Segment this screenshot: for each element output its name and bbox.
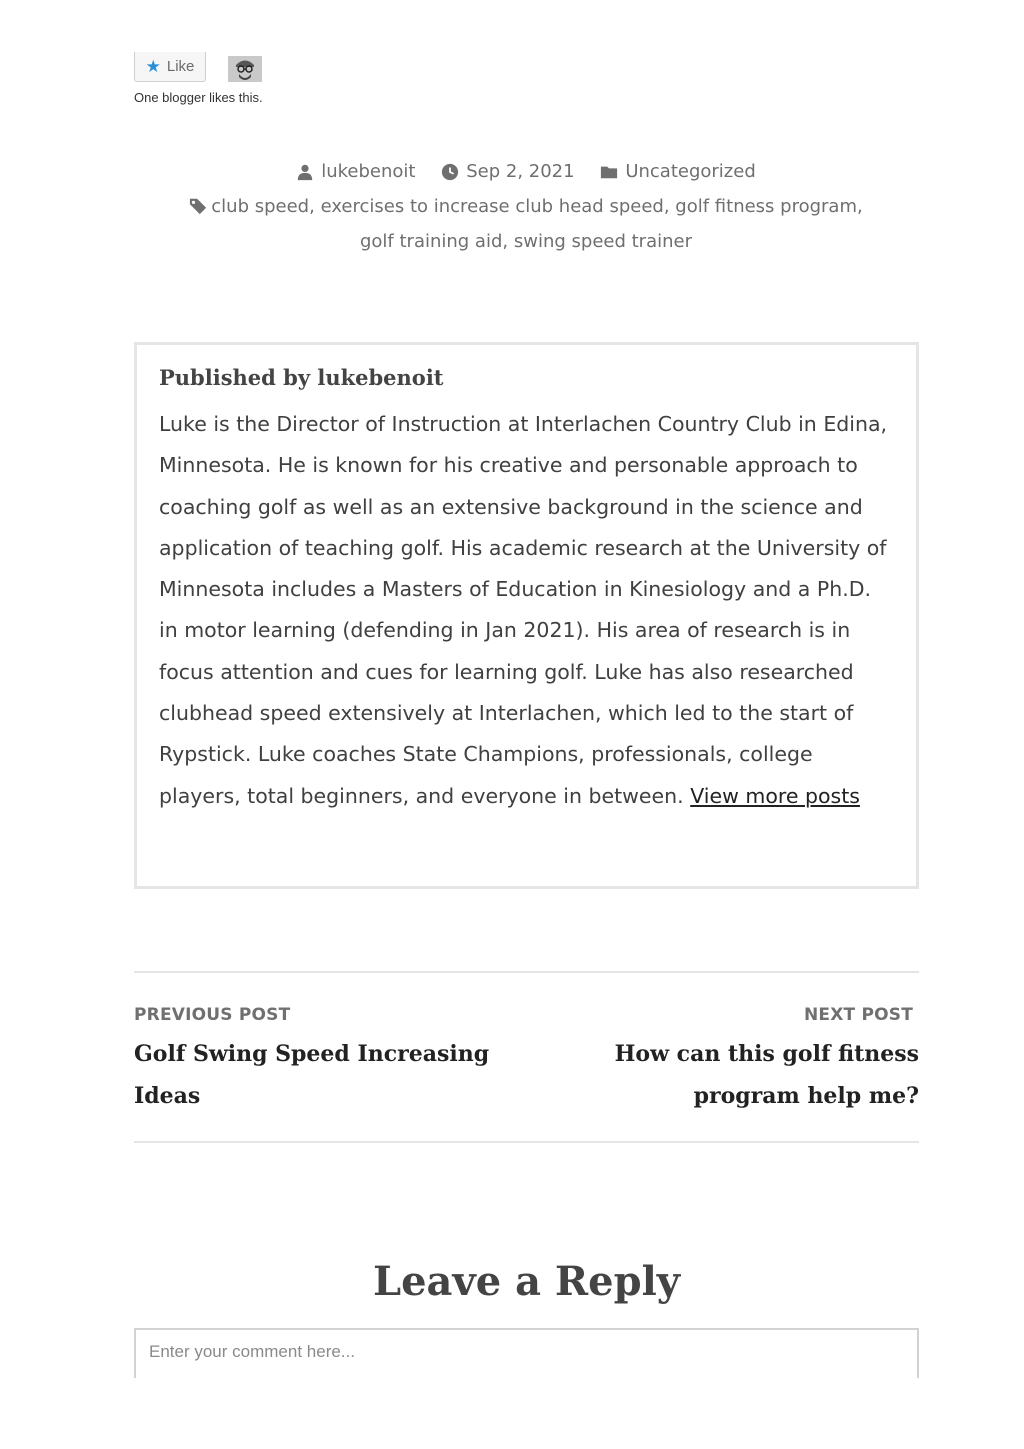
view-more-posts-link[interactable]: View more posts <box>690 783 860 808</box>
next-post[interactable] <box>530 1005 919 1117</box>
post-tags: club speed, exercises to increase club head speed, golf fitness program, <box>134 196 918 217</box>
meta-date <box>441 161 574 182</box>
tag-link[interactable]: golf fitness program <box>675 196 857 217</box>
nav-bottom-divider <box>134 1141 919 1143</box>
tag-icon <box>189 197 207 215</box>
avatar-icon <box>228 56 262 82</box>
previous-post-link[interactable]: Golf Swing Speed Increasing Ideas <box>134 1041 490 1109</box>
person-icon <box>296 163 314 181</box>
tag-link[interactable]: golf training aid <box>359 231 503 252</box>
nav-top-divider <box>134 971 919 973</box>
author-bio <box>159 404 894 817</box>
next-post-link[interactable]: How can this golf fitness program help me? <box>614 1041 919 1109</box>
author-link[interactable]: lukebenoit <box>321 161 416 182</box>
date-link[interactable]: Sep 2, 2021 <box>466 161 575 182</box>
comment-input[interactable] <box>134 1328 919 1378</box>
clock-icon <box>441 163 459 181</box>
reply-heading: Leave a Reply <box>372 1258 681 1305</box>
star-icon: ★ <box>145 57 161 76</box>
post-meta <box>134 161 918 186</box>
tag-link[interactable]: exercises to increase club head speed <box>320 196 664 217</box>
like-button-label: Like <box>166 58 195 75</box>
author-bio-text: Luke is the Director of Instruction at Interlachen Country Club in Edina, Minnesota. He is known for his creative and personable approach to coaching golf as well as an extensive background in the science and application of teaching golf. His academic research at the University of Minnesota includes a Masters of Education in Kinesiology and a Ph.D. in motor learning (defending in Jan 2021). His area of research is in focus attention and cues for learning golf. Luke has also researched clubhead speed extensively at Interlachen, which led to the start of Rypstick. Luke coaches State Champions, professionals, college players, total beginners, and everyone in between. <box>159 412 888 808</box>
category-link[interactable]: Uncategorized <box>625 161 756 182</box>
next-post-label: NEXT POST <box>803 1005 913 1025</box>
tag-link[interactable]: swing speed trainer <box>513 231 692 252</box>
tag-link[interactable]: club speed <box>211 196 310 217</box>
post-tags-cont: golf training aid, swing speed trainer <box>359 231 692 252</box>
like-button[interactable] <box>134 52 206 82</box>
author-box-title: Published by lukebenoit <box>159 365 444 390</box>
previous-post-label: PREVIOUS POST <box>134 1005 291 1025</box>
liker-avatar[interactable] <box>228 56 262 82</box>
likes-summary: One blogger likes this. <box>134 90 263 105</box>
meta-category <box>600 161 755 182</box>
author-box <box>134 342 919 889</box>
folder-icon <box>600 163 618 181</box>
meta-author <box>296 161 415 182</box>
previous-post[interactable] <box>134 1005 524 1117</box>
